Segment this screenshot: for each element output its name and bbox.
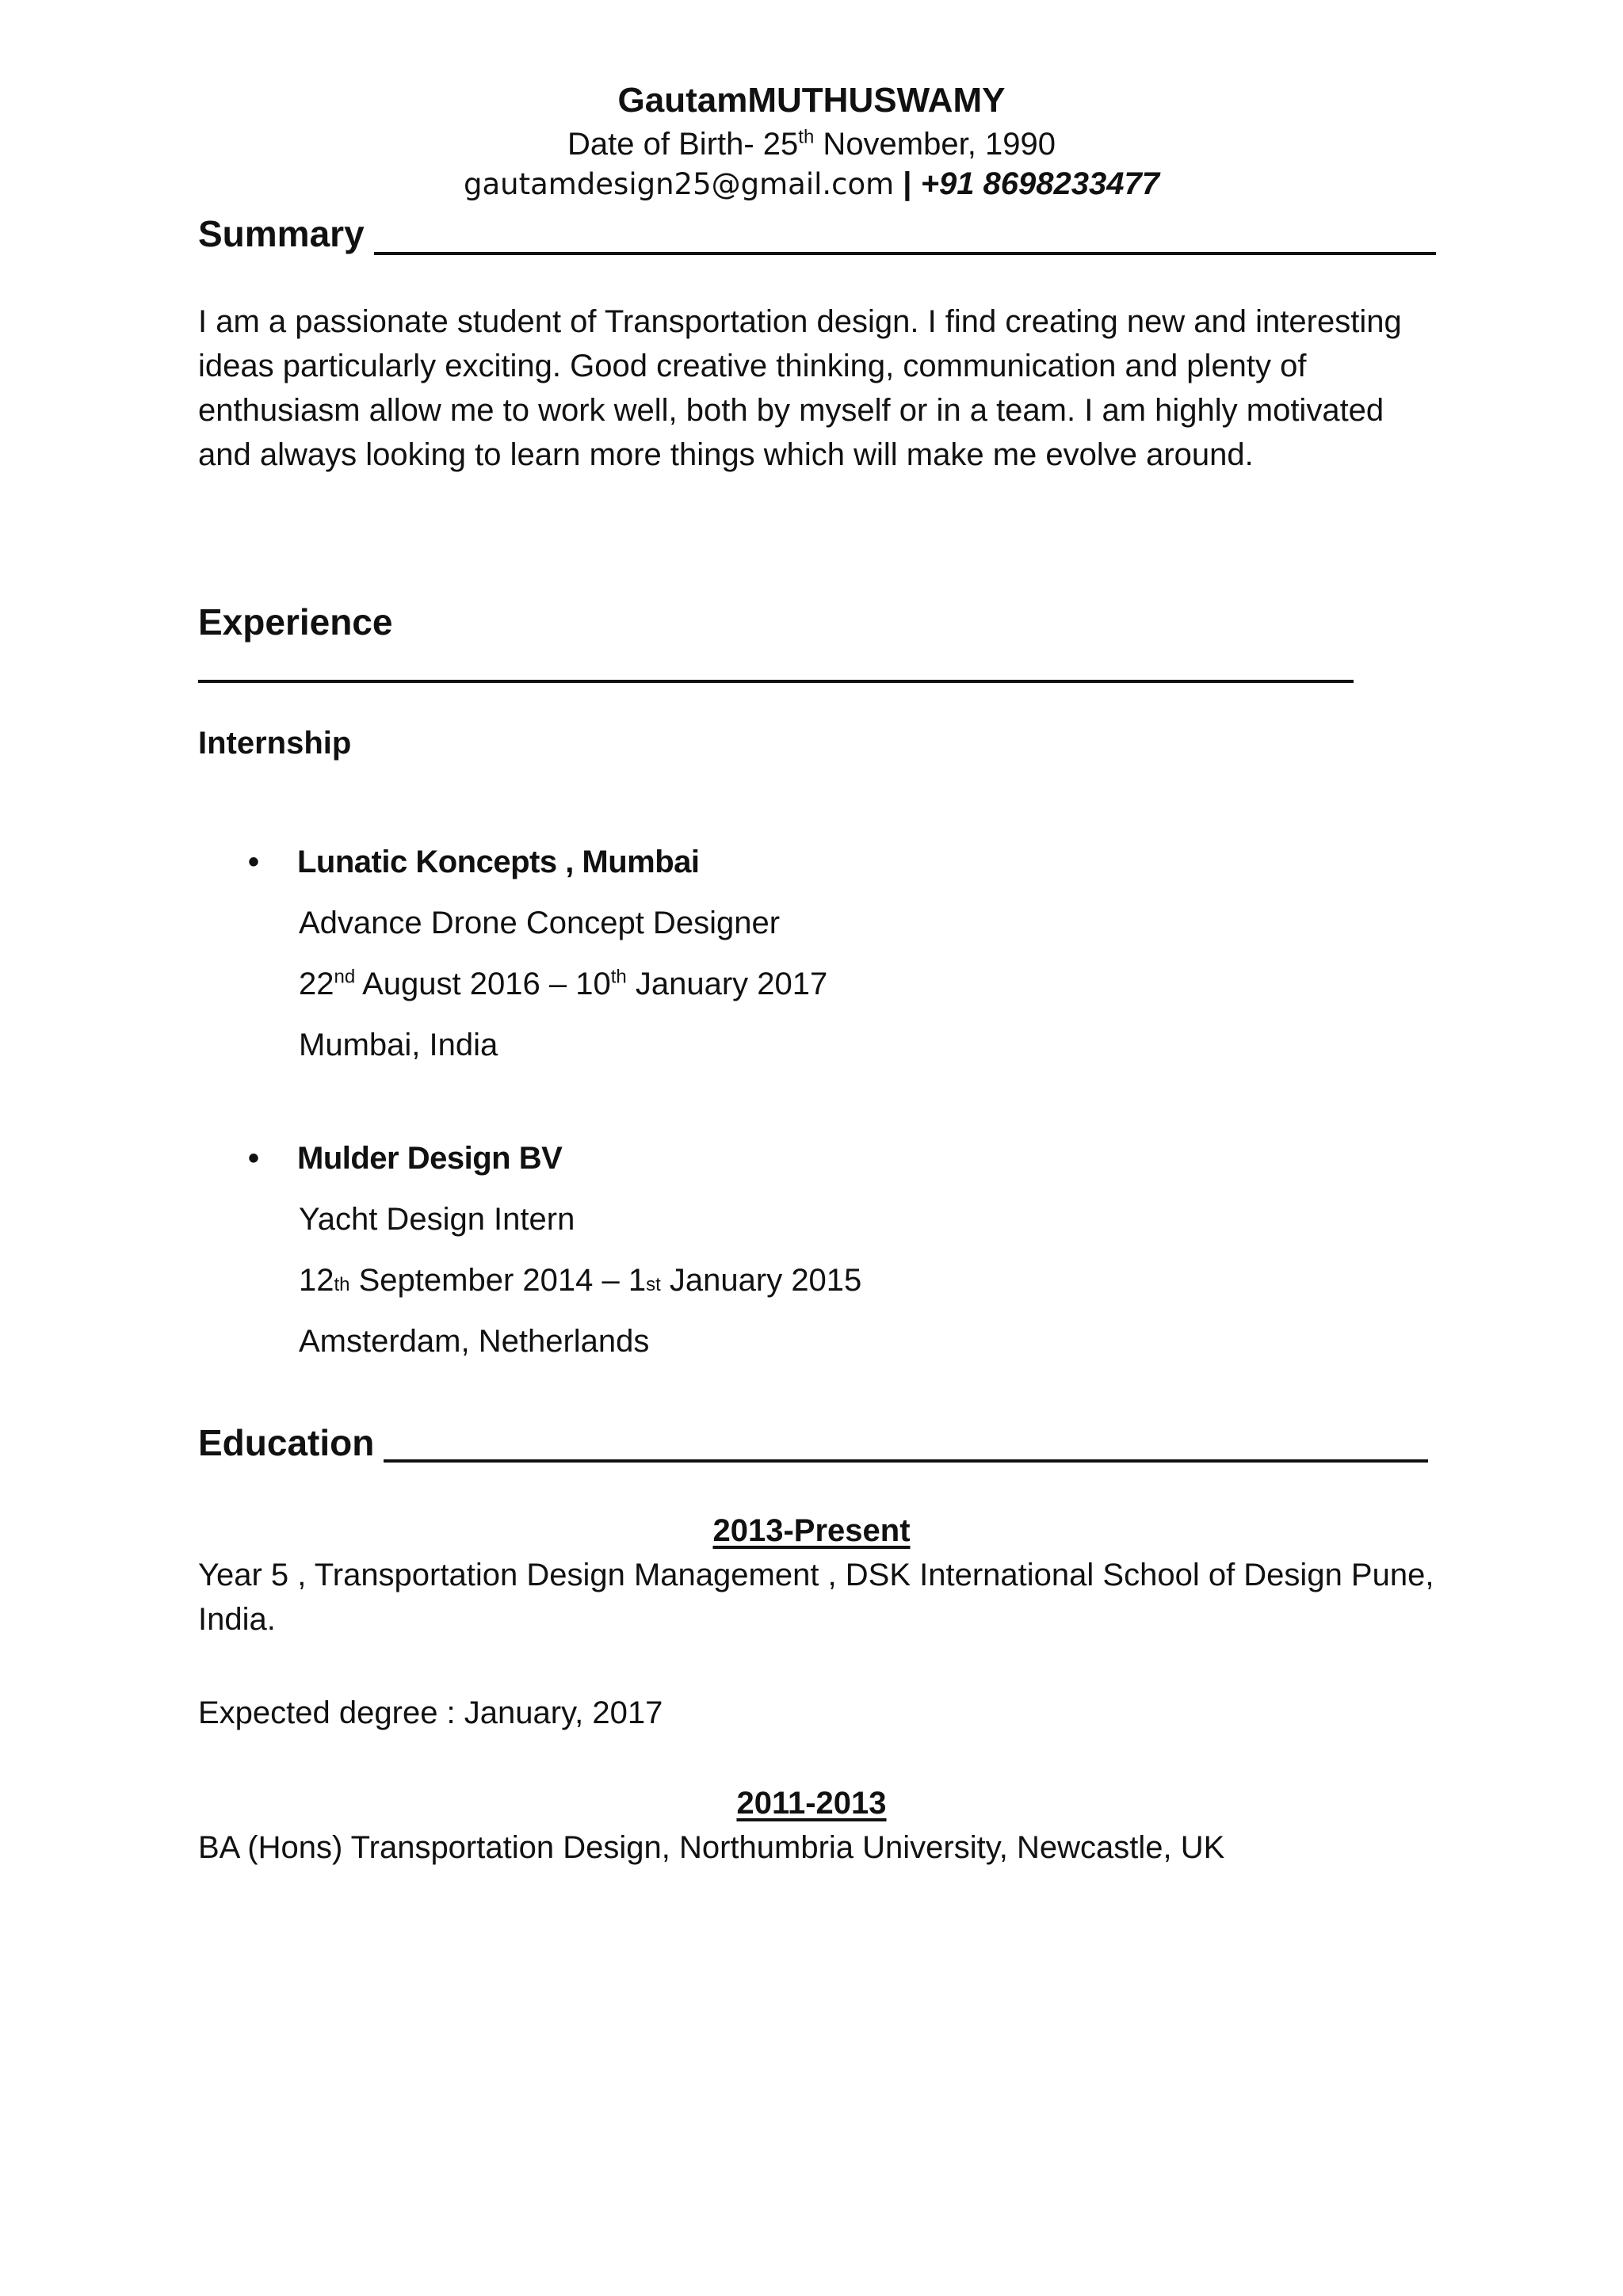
- candidate-name: GautamMUTHUSWAMY: [617, 81, 1006, 120]
- internship-subheading: Internship: [198, 726, 352, 761]
- date-start-ordinal: th: [334, 1274, 350, 1295]
- experience-heading: Experience: [198, 601, 393, 643]
- bullet: •: [248, 845, 260, 879]
- education-heading: Education: [198, 1422, 375, 1463]
- summary-rule: [374, 252, 1436, 255]
- date-end-ordinal: st: [646, 1274, 661, 1295]
- company-name: Mulder Design BV: [297, 1141, 563, 1176]
- date-start-day: 22: [299, 967, 334, 1001]
- date-start-ordinal: nd: [334, 966, 356, 988]
- date-end: January 2015: [660, 1263, 862, 1298]
- email-address: gautamdesign25@gmail.com: [463, 167, 895, 201]
- education-detail: BA (Hons) Transportation Design, Northumbria University, Newcastle, UK: [198, 1830, 1225, 1865]
- job-role: Yacht Design Intern: [299, 1202, 575, 1237]
- bullet: •: [248, 1141, 260, 1176]
- date-end: January 2017: [626, 967, 828, 1001]
- job-role: Advance Drone Concept Designer: [299, 906, 781, 940]
- job-dates: [299, 1263, 861, 1299]
- dob-suffix: November, 1990: [814, 127, 1056, 162]
- date-of-birth: [0, 127, 1623, 162]
- job-location: Amsterdam, Netherlands: [299, 1324, 650, 1359]
- experience-rule: [198, 680, 1354, 683]
- company-name: Lunatic Koncepts , Mumbai: [297, 845, 700, 879]
- summary-heading: Summary: [198, 213, 365, 254]
- date-start-day: 12: [299, 1263, 334, 1298]
- phone-number: +91 8698233477: [920, 166, 1160, 201]
- education-detail: Year 5 , Transportation Design Management , DSK International School of Design Pune, India.: [198, 1558, 1434, 1637]
- job-location: Mumbai, India: [299, 1028, 498, 1062]
- education-rule: [384, 1459, 1428, 1463]
- education-years: 2013-Present: [712, 1513, 911, 1548]
- dob-ordinal: th: [798, 126, 815, 148]
- summary-paragraph: I am a passionate student of Transportation design. I find creating new and interesting ideas particularly exciting. Good creative thinking, communication and plenty of enthusiasm allow me to work well, both by myself or in a team. I am highly motivated and always looking to learn more things which will make me evolve around.: [198, 304, 1402, 472]
- date-middle: September 2014 – 1: [349, 1263, 647, 1298]
- expected-degree: Expected degree : January, 2017: [198, 1695, 663, 1730]
- job-dates: [299, 967, 827, 1002]
- contact-line: [0, 166, 1623, 202]
- education-years: 2011-2013: [736, 1786, 887, 1821]
- date-end-ordinal: th: [610, 966, 627, 988]
- date-middle: August 2016 – 10: [355, 967, 611, 1001]
- contact-separator: |: [894, 166, 921, 201]
- dob-prefix: Date of Birth- 25: [567, 127, 799, 162]
